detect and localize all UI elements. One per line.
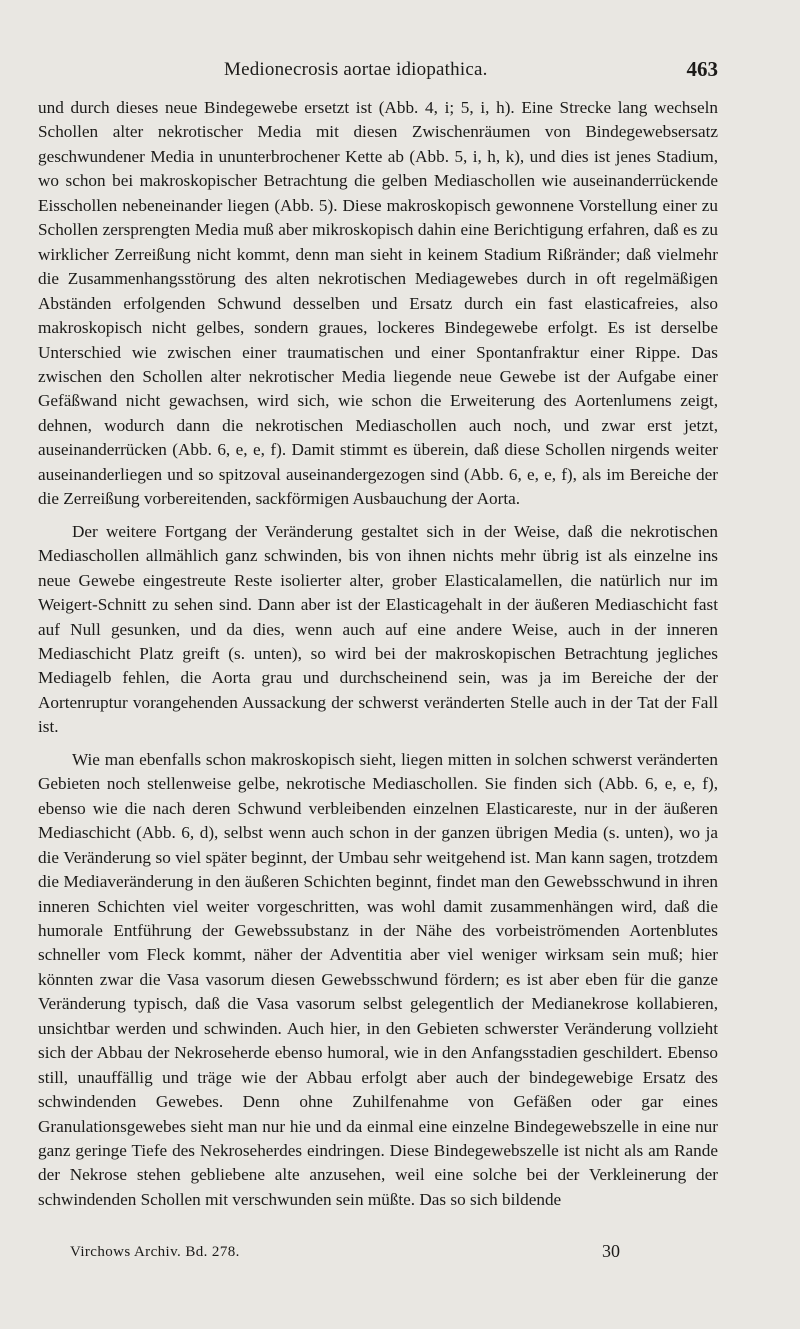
body-text [38, 96, 718, 1212]
running-title: Medionecrosis aortae idiopathica. [224, 59, 488, 80]
paragraph-1: und durch dieses neue Bindegewebe ersetzt ist (Abb. 4, i; 5, i, h). Eine Strecke lang wechseln Schollen alter nekrotischer Media mit diesen Zwischenräumen von Bindegewebsersatz geschwundener Media in ununterbrochener Kette ab (Abb. 5, i, h, k), und dies ist jenes Stadium, wo schon bei makroskopischer Betrachtung die gelben Mediaschollen wie auseinanderrückende Eisschollen nebeneinander liegen (Abb. 5). Diese makroskopisch gewonnene Vorstellung einer zu Schollen zersprengten Media muß aber mikroskopisch dahin eine Berichtigung erfahren, daß es zu wirklicher Zerreißung nicht kommt, denn man sieht in keinem Stadium Rißränder; daß vielmehr die Zusammenhangsstörung des alten nekrotischen Mediagewebes durch in oft regelmäßigen Abständen erfolgenden Schwund desselben und Ersatz durch ein fast elasticafreies, also makroskopisch nicht gelbes, sondern graues, lockeres Bindegewebe erfolgt. Es ist derselbe Unterschied wie zwischen einer traumatischen und einer Spontanfraktur einer Rippe. Das zwischen den Schollen alter nekrotischer Media liegende neue Gewebe ist der Aufgabe einer Gefäßwand nicht gewachsen, wird sich, wie schon die Erweiterung des Aortenlumens zeigt, dehnen, wodurch dann die nekrotischen Mediaschollen auch noch, und zwar erst jetzt, auseinanderrücken (Abb. 6, e, e, f). Damit stimmt es überein, daß diese Schollen nirgends weiter auseinanderliegen und so spitzoval auseinandergezogen sind (Abb. 6, e, e, f), als im Bereiche der die Zerreißung vorbereitenden, sackförmigen Ausbauchung der Aorta. [38, 98, 718, 509]
running-header [0, 57, 800, 87]
paragraph-3: Wie man ebenfalls schon makroskopisch sieht, liegen mitten in solchen schwerst veränderten Gebieten noch stellenweise gelbe, nekrotische Mediaschollen. Sie finden sich (Abb. 6, e, e, f), ebenso wie die nach deren Schwund verbleibenden einzelnen Elasticareste, nur in der äußeren Mediaschicht (Abb. 6, d), selbst wenn auch schon in der ganzen übrigen Media (s. unten), wo ja die Veränderung so viel später beginnt, der Umbau sehr weitgehend ist. Man kann sagen, trotzdem die Mediaveränderung in den äußeren Schichten beginnt, findet man den Gewebsschwund in ihren inneren Schichten viel weiter vorgeschritten, was wohl damit zusammenhängen wird, daß die humorale Entführung der Gewebssubstanz in der Nähe des vorbeiströmenden Aortenblutes schneller vom Fleck kommt, näher der Adventitia aber viel weniger wirksam sein muß; hier könnten zwar die Vasa vasorum diesen Gewebsschwund fördern; es ist aber eben für die ganze Veränderung typisch, daß die Vasa vasorum selbst gelegentlich der Medianekrose kollabieren, unsichtbar werden und schwinden. Auch hier, in den Gebieten schwerster Veränderung vollzieht sich der Abbau der Nekroseherde ebenso humoral, wie in den Anfangsstadien geschildert. Ebenso still, unauffällig und träge wie der Abbau erfolgt aber auch der bindegewebige Ersatz des schwindenden Gewebes. Denn ohne Zuhilfenahme von Gefäßen oder gar eines Granulationsgewebes sieht man nur hie und da einmal eine einzelne Bindegewebszelle in eine nur ganz geringe Tiefe des Nekroseherdes eindringen. Diese Bindegewebszelle ist nicht als am Rande der Nekrose stehen gebliebene alte anzusehen, weil eine solche bei der Verkleinerung der schwindenden Schollen mit verschwunden sein müßte. Das so sich bildende [38, 749, 718, 1209]
page-number: 463 [686, 57, 718, 81]
page-footer [0, 1238, 800, 1268]
footer-sheet-number: 30 [602, 1241, 620, 1261]
paragraph-2: Der weitere Fortgang der Veränderung gestaltet sich in der Weise, daß die nekrotischen Mediaschollen allmählich ganz schwinden, bis von ihnen nichts mehr übrig ist als einzelne ins neue Gewebe eingestreute Reste isolierter alter, grober Elasticalamellen, die natürlich nur im Weigert-Schnitt zu sehen sind. Dann aber ist der Elasticagehalt in der äußeren Mediaschicht fast auf Null gesunken, und da dies, wenn auch auf eine andere Weise, auch in der inneren Mediaschicht Platz greift (s. unten), so wird bei der makroskopischen Betrachtung jegliches Mediagelb fehlen, die Aorta grau und durchscheinend sein, was ja im Bereiche der der Aortenruptur vorangehenden Aussackung der schwerst veränderten Stelle auch in der Tat der Fall ist. [38, 521, 718, 737]
footer-journal: Virchows Archiv. Bd. 278. [70, 1244, 240, 1260]
